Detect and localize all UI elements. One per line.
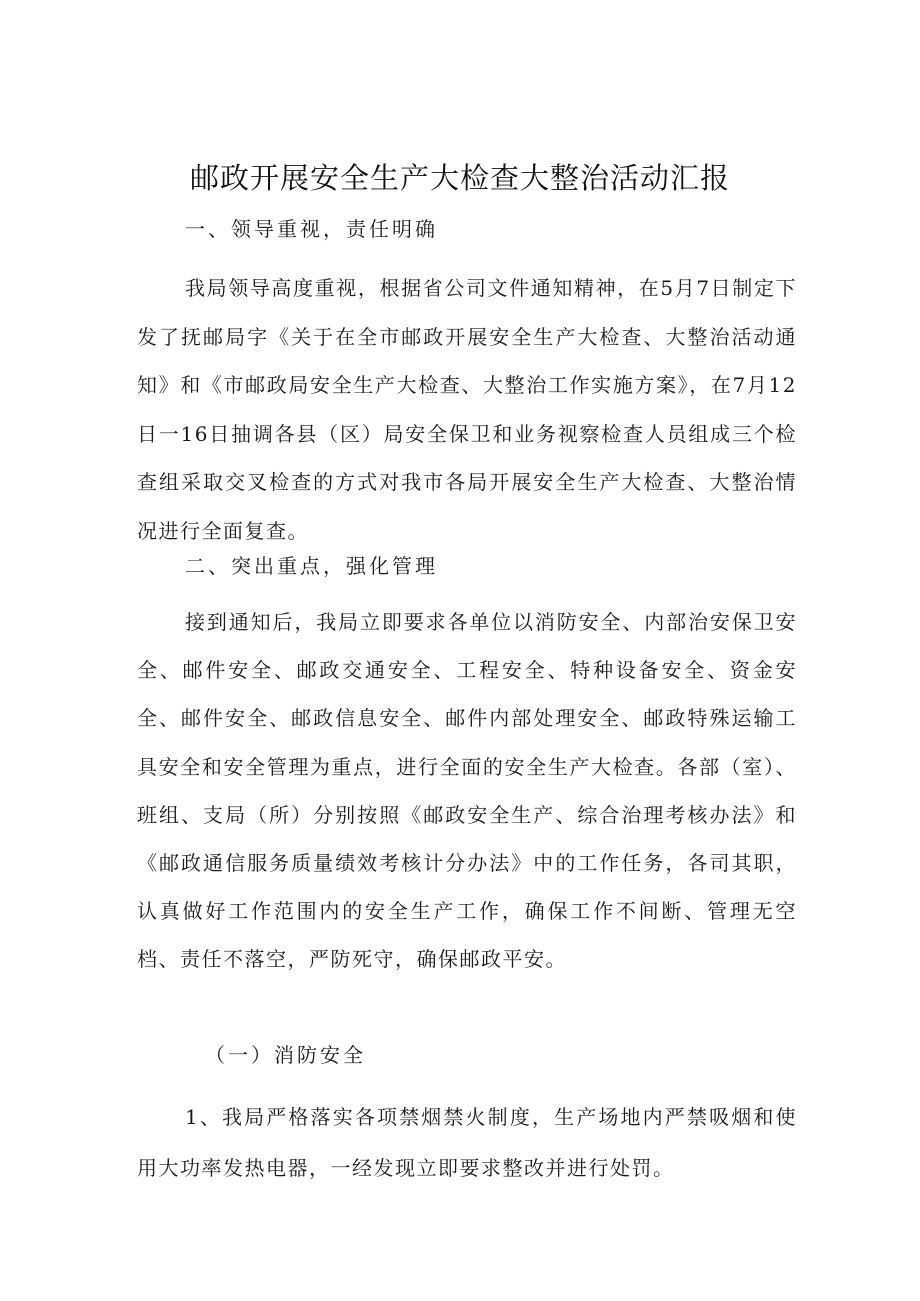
section-paragraph-2: 接到通知后，我局立即要求各单位以消防安全、内部治安保卫安全、邮件安全、邮政交通安全、工程安全、特种设备安全、资金安全、邮件安全、邮政信息安全、邮件内部处理安全、邮政特殊运输工具安全和安全管理为重点，进行全面的安全生产大检查。各部（室）、班组、支局（所）分别按照《邮政安全生产、综合治理考核办法》和《邮政通信服务质量绩效考核计分办法》中的工作任务，各司其职，认真做好工作范围内的安全生产工作，确保工作不间断、管理无空档、责任不落空，严防死守，确保邮政平安。 — [137, 610, 797, 972]
section-heading-2: 二、突出重点，强化管理 — [185, 554, 438, 578]
subsection-heading-1: （一）消防安全 — [205, 1043, 366, 1067]
subsection-paragraph-1: 1、我局严格落实各项禁烟禁火制度，生产场地内严禁吸烟和使用大功率发热电器，一经发现立即要求整改并进行处罚。 — [137, 1105, 797, 1180]
document-title: 邮政开展安全生产大检查大整治活动汇报 — [189, 161, 730, 195]
section-paragraph-1: 我局领导高度重视，根据省公司文件通知精神，在5月7日制定下发了抚邮局字《关于在全市邮政开展安全生产大检查、大整治活动通知》和《市邮政局安全生产大检查、大整治工作实施方案》，在7月12日一16日抽调各县（区）局安全保卫和业务视察检查人员组成三个检查组采取交叉检查的方式对我市各局开展安全生产大检查、大整治情况进行全面复查。 — [137, 276, 797, 543]
section-heading-1: 一、领导重视，责任明确 — [185, 217, 438, 241]
